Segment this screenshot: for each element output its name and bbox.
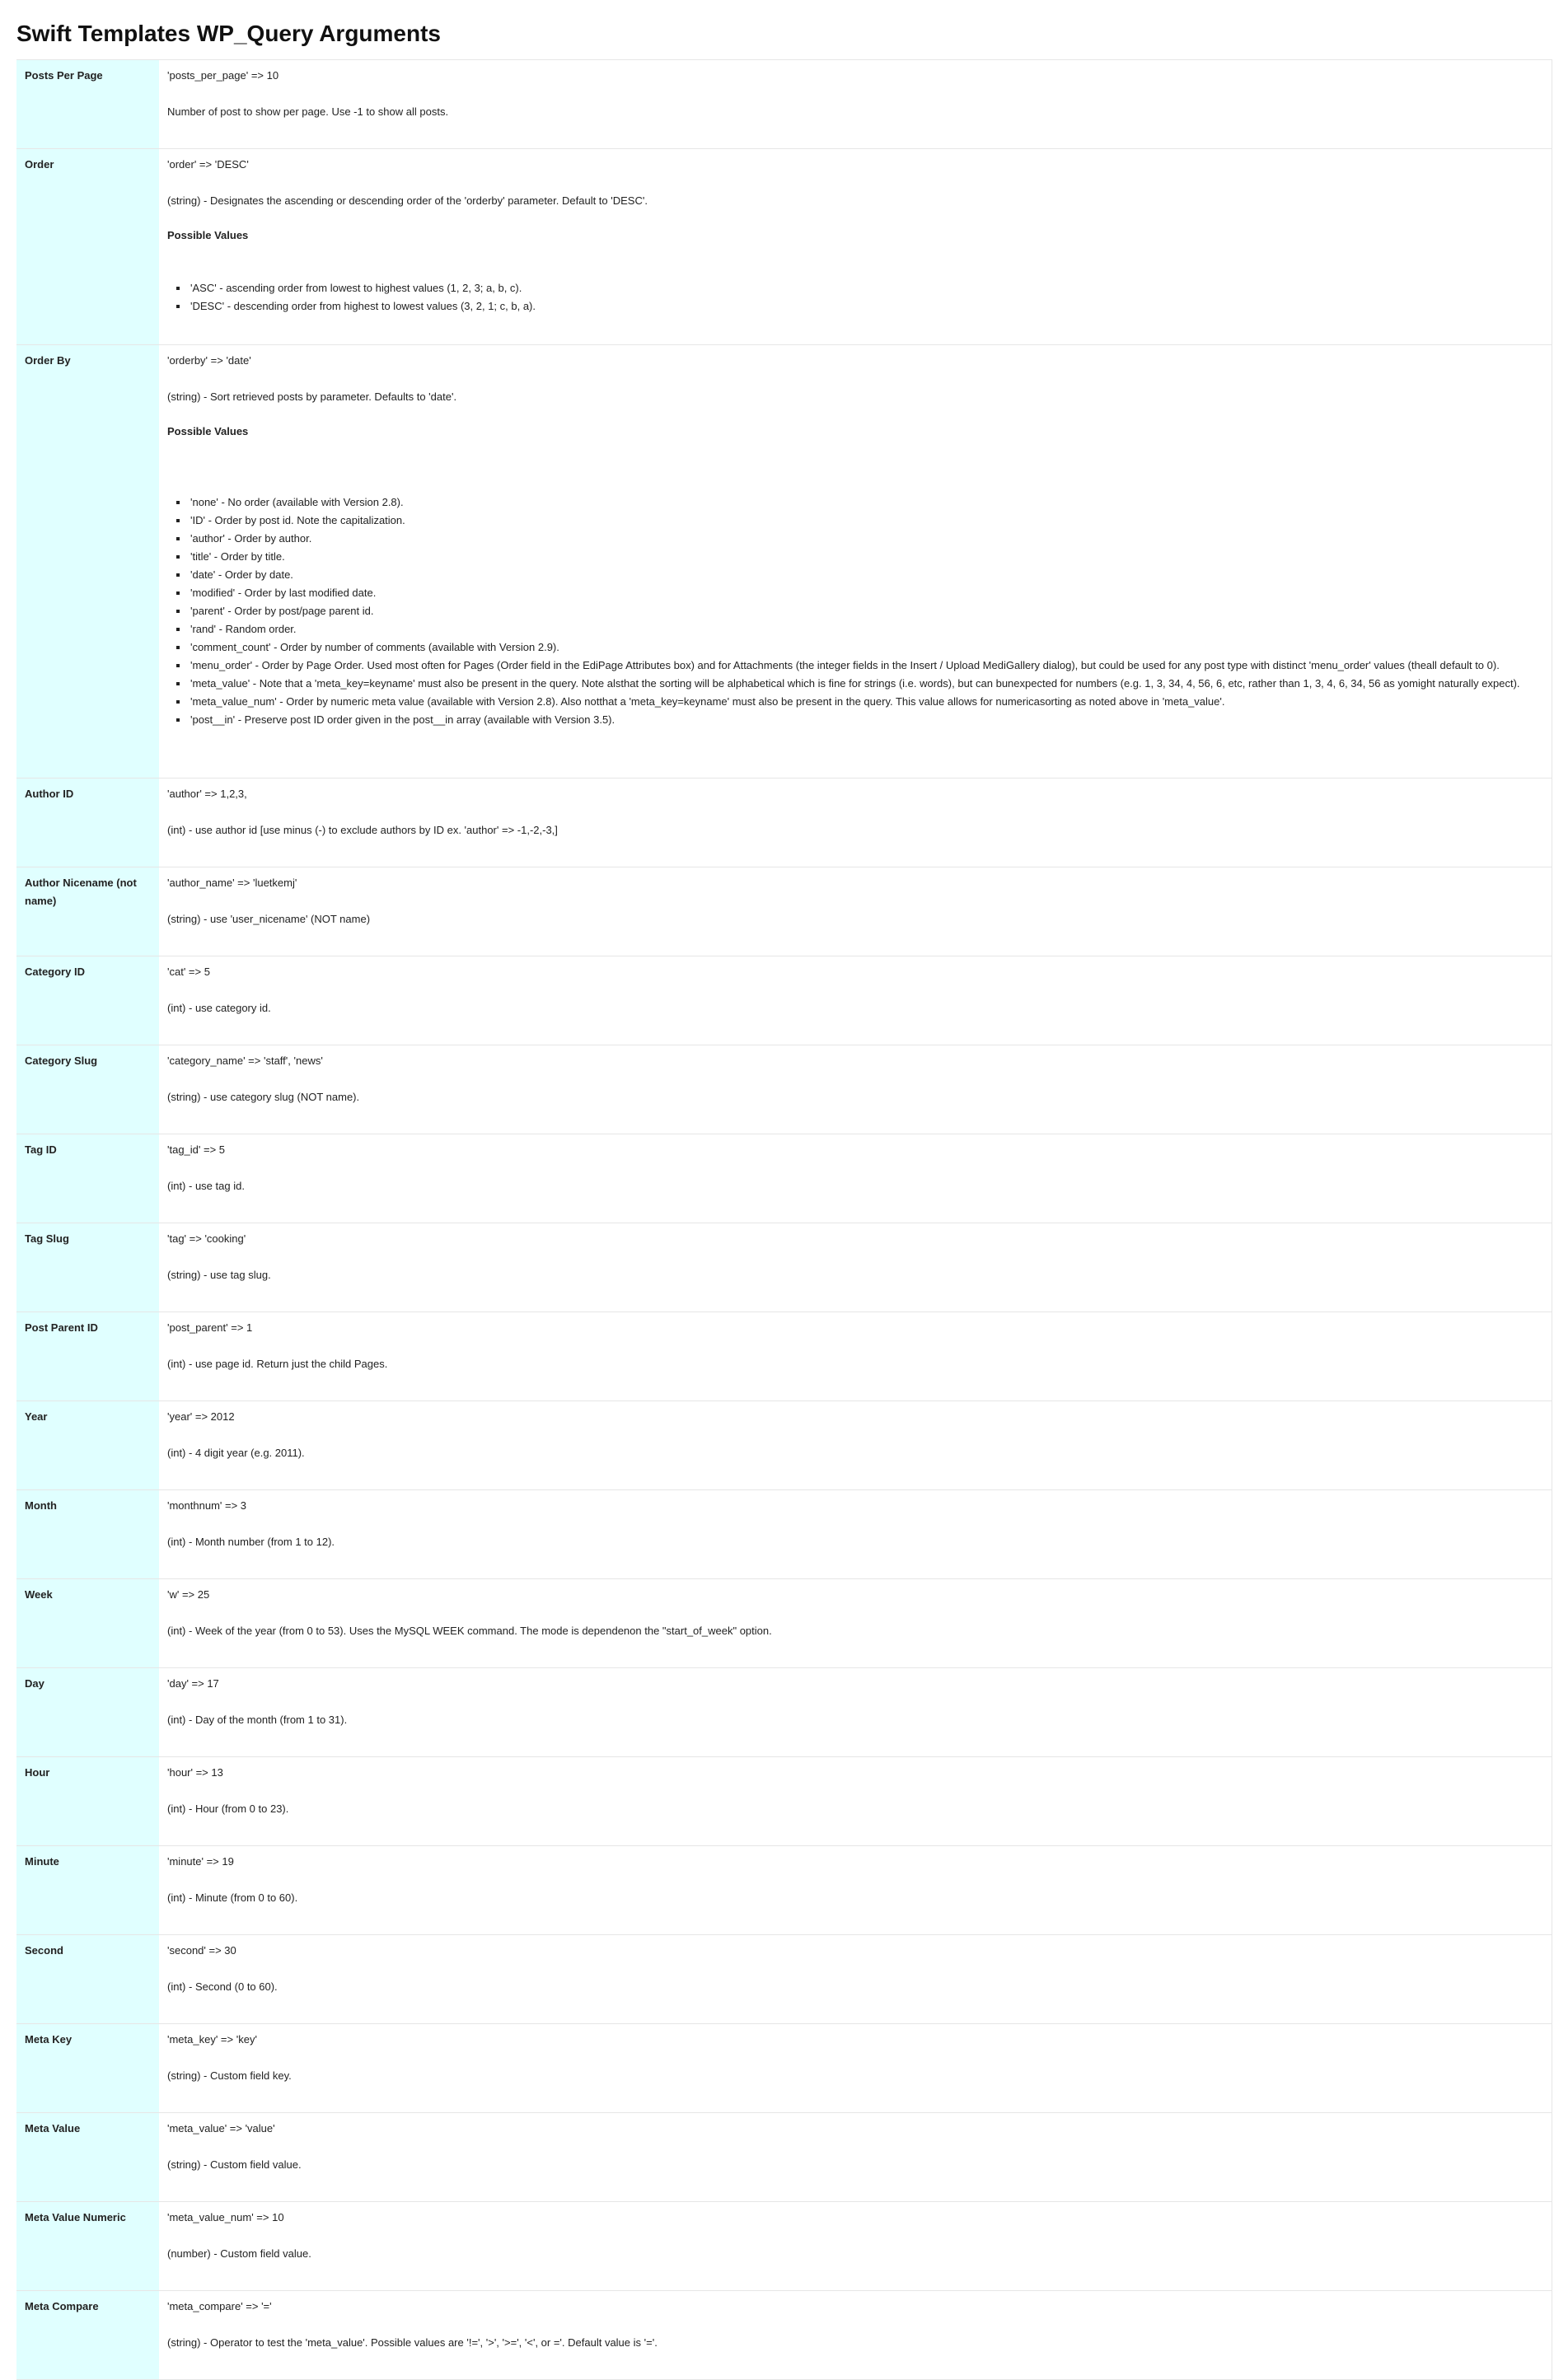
list-item: ▪ 'meta_value' - Note that a 'meta_key=keyname' must also be present in the query. Note alsthat the sorting will be alphabetical which is fine for strings (i.e. words), but can bunexpected for numbers (e.g. 1, 3, 34, 4, 56, 6, etc, rather than 1, 3, 4, 6, 34, 56 as yomight naturally expect). — [189, 675, 1543, 693]
row-label: Tag ID — [16, 1134, 159, 1223]
possible-values-title: Possible Values — [167, 229, 249, 241]
arg-code: 'year' => 2012 — [167, 1410, 235, 1423]
possible-values-title: Possible Values — [167, 425, 249, 437]
row-label: Post Parent ID — [16, 1312, 159, 1401]
arguments-table — [16, 59, 1552, 2380]
row-value — [159, 1490, 1552, 1579]
row-label: Year — [16, 1401, 159, 1490]
row-value — [159, 60, 1552, 149]
list-item: ▪ 'meta_value_num' - Order by numeric meta value (available with Version 2.8). Also notthat a 'meta_key=keyname' must also be present in the query. This value allows for numericasorting as noted above in 'meta_value'. — [189, 693, 1543, 711]
row-label: Order — [16, 149, 159, 345]
row-value — [159, 1134, 1552, 1223]
arg-description: (int) - 4 digit year (e.g. 2011). — [167, 1447, 305, 1459]
row-value — [159, 1401, 1552, 1490]
table-row-week — [16, 1579, 1552, 1668]
arg-code: 'orderby' => 'date' — [167, 354, 251, 367]
possible-values-list — [167, 493, 1543, 729]
row-label: Second — [16, 1935, 159, 2024]
arg-code: 'meta_compare' => '=' — [167, 2300, 272, 2312]
row-label: Month — [16, 1490, 159, 1579]
table-row-minute — [16, 1846, 1552, 1935]
arg-code: 'author_name' => 'luetkemj' — [167, 877, 297, 889]
row-value — [159, 1668, 1552, 1757]
arg-description: (int) - use category id. — [167, 1002, 271, 1014]
arg-code: 'category_name' => 'staff', 'news' — [167, 1054, 323, 1067]
row-value — [159, 2202, 1552, 2291]
row-value — [159, 1312, 1552, 1401]
arg-description: (int) - Week of the year (from 0 to 53). Uses the MySQL WEEK command. The mode is dependenon the "start_of_week" option. — [167, 1625, 772, 1637]
row-label: Posts Per Page — [16, 60, 159, 149]
list-item: ▪ 'author' - Order by author. — [189, 530, 1543, 548]
arg-description: (int) - use page id. Return just the child Pages. — [167, 1358, 388, 1370]
table-row-category-slug — [16, 1045, 1552, 1134]
row-label: Day — [16, 1668, 159, 1757]
arg-description: (string) - use tag slug. — [167, 1269, 271, 1281]
row-label: Meta Value — [16, 2113, 159, 2202]
list-item: ▪ 'date' - Order by date. — [189, 566, 1543, 584]
arg-code: 'hour' => 13 — [167, 1766, 223, 1779]
arg-code: 'post_parent' => 1 — [167, 1321, 253, 1334]
table-row-author-nicename — [16, 867, 1552, 956]
arg-description: (number) - Custom field value. — [167, 2247, 311, 2260]
table-row-meta-compare — [16, 2291, 1552, 2380]
table-row-meta-value — [16, 2113, 1552, 2202]
arg-code: 'tag' => 'cooking' — [167, 1232, 246, 1245]
arg-code: 'cat' => 5 — [167, 966, 210, 978]
table-row-order — [16, 149, 1552, 345]
row-value — [159, 867, 1552, 956]
row-label: Tag Slug — [16, 1223, 159, 1312]
table-row-year — [16, 1401, 1552, 1490]
row-value — [159, 1223, 1552, 1312]
row-value — [159, 779, 1552, 867]
arg-description: (int) - Second (0 to 60). — [167, 1980, 278, 1993]
table-row-meta-value-numeric — [16, 2202, 1552, 2291]
arg-description: (int) - Month number (from 1 to 12). — [167, 1536, 335, 1548]
row-label: Category Slug — [16, 1045, 159, 1134]
possible-values-list — [167, 279, 1543, 316]
arg-code: 'second' => 30 — [167, 1944, 236, 1957]
arg-description: (int) - use tag id. — [167, 1180, 245, 1192]
table-row-author-id — [16, 779, 1552, 867]
table-row-month — [16, 1490, 1552, 1579]
list-item: ▪ 'comment_count' - Order by number of comments (available with Version 2.9). — [189, 638, 1543, 657]
row-value — [159, 2024, 1552, 2113]
arg-code: 'day' => 17 — [167, 1677, 219, 1690]
row-value — [159, 1935, 1552, 2024]
row-value — [159, 1045, 1552, 1134]
arg-code: 'meta_key' => 'key' — [167, 2033, 257, 2046]
arg-description: (int) - Hour (from 0 to 23). — [167, 1803, 289, 1815]
arg-code: 'posts_per_page' => 10 — [167, 69, 279, 82]
list-item: ▪ 'ID' - Order by post id. Note the capitalization. — [189, 512, 1543, 530]
row-value — [159, 2291, 1552, 2380]
arg-code: 'meta_value_num' => 10 — [167, 2211, 284, 2223]
arg-code: 'w' => 25 — [167, 1588, 210, 1601]
table-row-second — [16, 1935, 1552, 2024]
row-label: Meta Compare — [16, 2291, 159, 2380]
row-label: Meta Key — [16, 2024, 159, 2113]
list-item: ▪ 'none' - No order (available with Version 2.8). — [189, 493, 1543, 512]
table-row-posts-per-page — [16, 60, 1552, 149]
row-label: Author Nicename (not name) — [16, 867, 159, 956]
arg-description: (string) - use category slug (NOT name). — [167, 1091, 360, 1103]
table-row-post-parent-id — [16, 1312, 1552, 1401]
row-label: Hour — [16, 1757, 159, 1846]
row-value — [159, 345, 1552, 779]
list-item: ▪ 'title' - Order by title. — [189, 548, 1543, 566]
list-item: ▪ 'DESC' - descending order from highest to lowest values (3, 2, 1; c, b, a). — [189, 297, 1543, 316]
arg-code: 'tag_id' => 5 — [167, 1143, 226, 1156]
list-item: ▪ 'post__in' - Preserve post ID order given in the post__in array (available with Version 3.5). — [189, 711, 1543, 729]
table-row-tag-id — [16, 1134, 1552, 1223]
row-value — [159, 1757, 1552, 1846]
arg-description: (string) - Operator to test the 'meta_value'. Possible values are '!=', '>', '>=', '<', or ='. Default value is '='. — [167, 2336, 658, 2349]
row-value — [159, 1579, 1552, 1668]
row-label: Author ID — [16, 779, 159, 867]
arg-code: 'monthnum' => 3 — [167, 1499, 247, 1512]
row-label: Minute — [16, 1846, 159, 1935]
arg-description: (string) - Designates the ascending or descending order of the 'orderby' parameter. Default to 'DESC'. — [167, 194, 648, 207]
arg-description: Number of post to show per page. Use -1 to show all posts. — [167, 105, 449, 118]
table-row-tag-slug — [16, 1223, 1552, 1312]
arg-description: (int) - use author id [use minus (-) to exclude authors by ID ex. 'author' => -1,-2,-3,] — [167, 824, 558, 836]
arg-description: (string) - Custom field value. — [167, 2158, 302, 2171]
arg-description: (int) - Day of the month (from 1 to 31). — [167, 1714, 348, 1726]
list-item: ▪ 'parent' - Order by post/page parent id. — [189, 602, 1543, 620]
table-row-order-by — [16, 345, 1552, 779]
table-row-meta-key — [16, 2024, 1552, 2113]
list-item: ▪ 'menu_order' - Order by Page Order. Used most often for Pages (Order field in the EdiPage Attributes box) and for Attachments (the integer fields in the Insert / Upload MediGallery dialog), but could be used for any post type with distinct 'menu_order' values (theall default to 0). — [189, 657, 1543, 675]
table-row-day — [16, 1668, 1552, 1757]
arg-code: 'minute' => 19 — [167, 1855, 234, 1868]
row-value — [159, 149, 1552, 345]
table-row-hour — [16, 1757, 1552, 1846]
row-label: Order By — [16, 345, 159, 779]
arg-code: 'author' => 1,2,3, — [167, 788, 247, 800]
table-row-category-id — [16, 956, 1552, 1045]
arg-description: (string) - Custom field key. — [167, 2069, 292, 2082]
list-item: ▪ 'modified' - Order by last modified date. — [189, 584, 1543, 602]
row-label: Meta Value Numeric — [16, 2202, 159, 2291]
arg-description: (int) - Minute (from 0 to 60). — [167, 1891, 298, 1904]
row-value — [159, 956, 1552, 1045]
row-label: Week — [16, 1579, 159, 1668]
row-value — [159, 2113, 1552, 2202]
arg-code: 'meta_value' => 'value' — [167, 2122, 275, 2135]
arg-description: (string) - Sort retrieved posts by parameter. Defaults to 'date'. — [167, 390, 457, 403]
page-title: Swift Templates WP_Query Arguments — [16, 21, 441, 46]
list-item: ▪ 'ASC' - ascending order from lowest to highest values (1, 2, 3; a, b, c). — [189, 279, 1543, 297]
arg-description: (string) - use 'user_nicename' (NOT name) — [167, 913, 371, 925]
row-value — [159, 1846, 1552, 1935]
arg-code: 'order' => 'DESC' — [167, 158, 249, 171]
list-item: ▪ 'rand' - Random order. — [189, 620, 1543, 638]
row-label: Category ID — [16, 956, 159, 1045]
